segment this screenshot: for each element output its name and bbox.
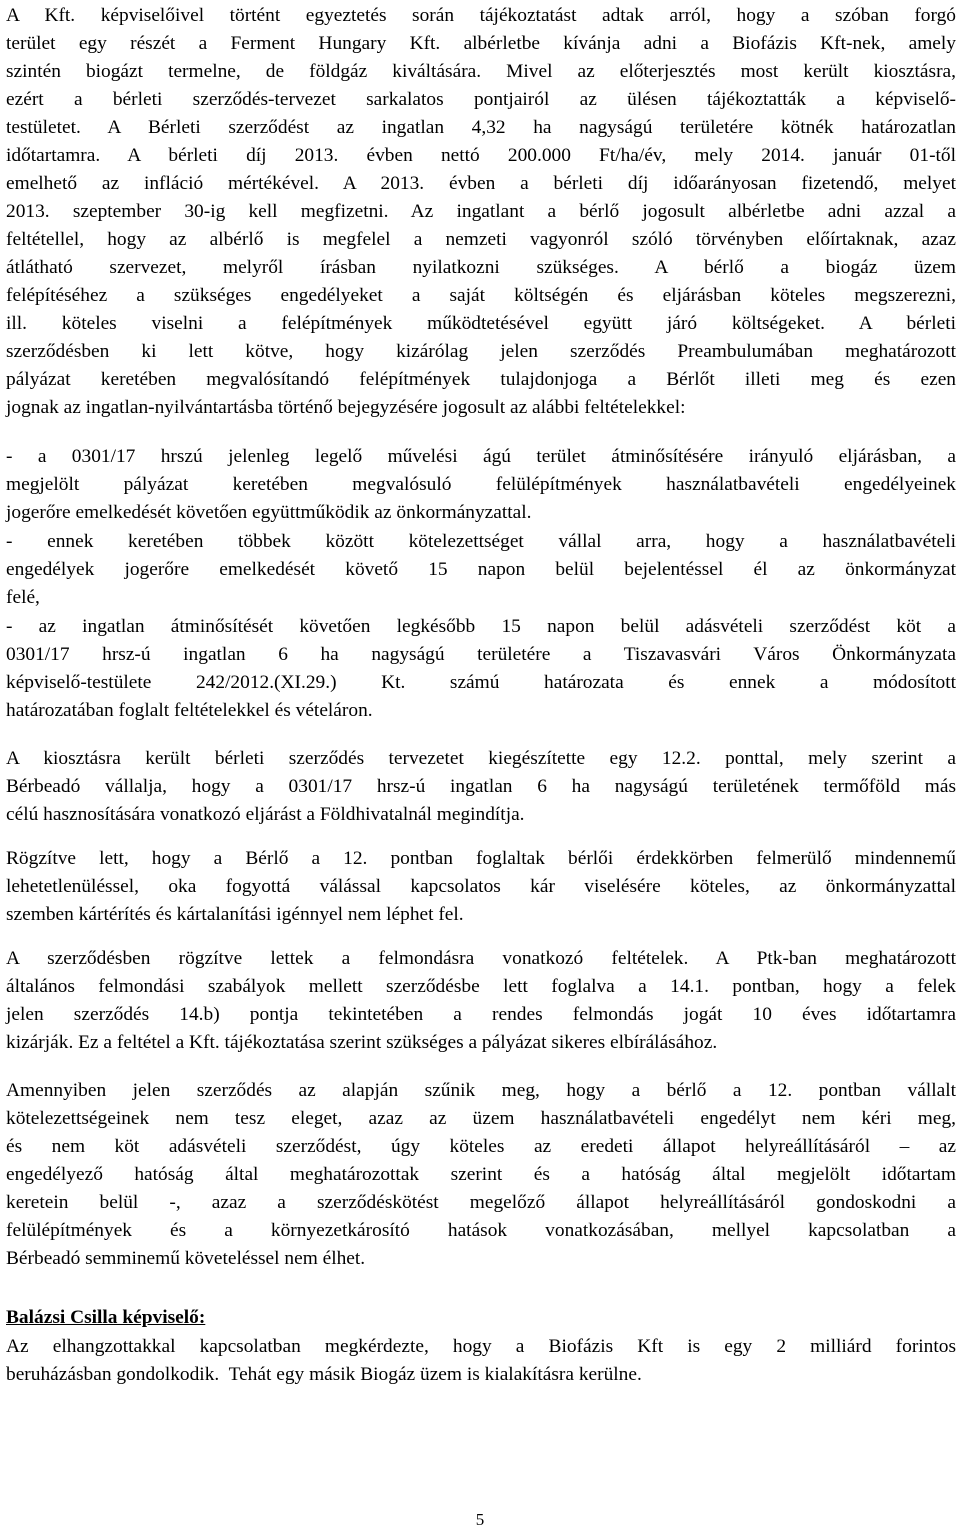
text-line: időtartamra. A bérleti díj 2013. évben nettó 200.000 Ft/ha/év, mely 2014. január 01-től [6, 145, 956, 166]
speaker-heading: Balázsi Csilla képviselő: [6, 1307, 206, 1328]
text-line: határozatában foglalt feltételekkel és vételáron. [6, 700, 373, 721]
text-line: - az ingatlan átminősítését követően legkésőbb 15 napon belül adásvételi szerződést köt a [6, 616, 956, 637]
text-line: Bérbeadó semminemű követeléssel nem élhet. [6, 1248, 366, 1269]
text-line: kötelezettségeinek nem tesz eleget, azaz az üzem használatbavételi engedélyt nem kéri meg, [6, 1108, 956, 1129]
text-line: szintén biogázt termelne, de földgáz kiváltására. Mivel az előterjesztés most került kiosztásra, [6, 61, 956, 82]
text-line: 2013. szeptember 30-ig kell megfizetni. Az ingatlant a bérlő jogosult albérletbe adni azzal a [6, 201, 956, 222]
text-line: képviselő-testülete 242/2012.(XI.29.) Kt. számú határozata és ennek a módosított [6, 672, 956, 693]
text-line: A szerződésben rögzítve lettek a felmondásra vonatkozó feltételek. A Ptk-ban meghatározott [6, 948, 956, 969]
text-line: felé, [6, 587, 40, 608]
text-line: emelhető az infláció mértékével. A 2013. évben a bérleti díj időarányosan fizetendő, melyet [6, 173, 956, 194]
text-line: testületet. A Bérleti szerződést az ingatlan 4,32 ha nagyságú területére kötnék határozatlan [6, 117, 956, 138]
text-line: beruházásban gondolkodik. Tehát egy másik Biogáz üzem is kialakításra kerülne. [6, 1364, 642, 1385]
text-line: engedélyek jogerőre emelkedését követő 15 napon belül bejelentéssel él az önkormányzat [6, 559, 956, 580]
page-number: 5 [475, 1510, 485, 1529]
text-line: - a 0301/17 hrszú jelenleg legelő művelési ágú terület átminősítésére irányuló eljárásban, a [6, 446, 956, 467]
text-line: 0301/17 hrsz-ú ingatlan 6 ha nagyságú területére a Tiszavasvári Város Önkormányzata [6, 644, 956, 665]
text-line: célú hasznosítására vonatkozó eljárást a Földhivatalnál megindítja. [6, 804, 525, 825]
text-line: átlátható szervezet, melyről írásban nyilatkozni szükséges. A bérlő a biogáz üzem [6, 257, 956, 278]
text-line: általános felmondási szabályok mellett szerződésbe lett foglalva a 14.1. pontban, hogy a felek [6, 976, 956, 997]
text-line: szemben kártérítés és kártalanítási igénnyel nem léphet fel. [6, 904, 464, 925]
text-line: Rögzítve lett, hogy a Bérlő a 12. pontban foglaltak bérlői érdekkörben felmerülő mindennemű [6, 848, 956, 869]
text-line: Amennyiben jelen szerződés az alapján szűnik meg, hogy a bérlő a 12. pontban vállalt [6, 1080, 956, 1101]
text-line: terület egy részét a Ferment Hungary Kft. albérletbe kívánja adni a Biofázis Kft-nek, amely [6, 33, 956, 54]
text-line: jognak az ingatlan-nyilvántartásba történő bejegyzésére jogosult az alábbi feltételekkel: [6, 397, 686, 418]
text-line: kizárják. Ez a feltétel a Kft. tájékoztatása szerint szükséges a pályázat sikeres elbírálásához. [6, 1032, 718, 1053]
text-line: - ennek keretében többek között kötelezettséget vállal arra, hogy a használatbavételi [6, 531, 956, 552]
text-line: pályázat keretében megvalósítandó felépítmények tulajdonjoga a Bérlőt illeti meg és ezen [6, 369, 956, 390]
text-line: A kiosztásra került bérleti szerződés tervezetet kiegészítette egy 12.2. ponttal, mely szerint a [6, 748, 956, 769]
text-line: felépítéséhez a szükséges engedélyeket a saját költségén és eljárásban köteles megszerezni, [6, 285, 956, 306]
text-line: felülépítmények és a környezetkárosító hatások vonatkozásában, mellyel kapcsolatban a [6, 1220, 956, 1241]
text-line: keretein belül -, azaz a szerződéskötést megelőző állapot helyreállításáról gondoskodni a [6, 1192, 956, 1213]
text-line: jogerőre emelkedését követően együttműködik az önkormányzattal. [6, 502, 532, 523]
text-line: és nem köt adásvételi szerződést, úgy köteles az eredeti állapot helyreállításáról – az [6, 1136, 956, 1157]
text-line: ezért a bérleti szerződés-tervezet sarkalatos pontjairól az ülésen tájékoztatták a képviselő- [6, 89, 956, 110]
text-line: A Kft. képviselőivel történt egyeztetés során tájékoztatást adtak arról, hogy a szóban forgó [6, 5, 956, 26]
text-line: Az elhangzottakkal kapcsolatban megkérdezte, hogy a Biofázis Kft is egy 2 milliárd forintos [6, 1336, 956, 1357]
text-line: megjelölt pályázat keretében megvalósuló felülépítmények használatbavételi engedélyeinek [6, 474, 956, 495]
text-line: lehetetlenüléssel, oka fogyottá válással kapcsolatos kár viselésére köteles, az önkormányzattal [6, 876, 956, 897]
text-line: feltétellel, hogy az albérlő is megfelel a nemzeti vagyonról szóló törvényben előírtaknak, azaz [6, 229, 956, 250]
text-line: ill. köteles viselni a felépítmények működtetésével együtt járó költségeket. A bérleti [6, 313, 956, 334]
text-line: engedélyező hatóság által meghatározottak szerint és a hatóság által megjelölt időtartam [6, 1164, 956, 1185]
text-line: Bérbeadó vállalja, hogy a 0301/17 hrsz-ú ingatlan 6 ha nagyságú területének termőföld más [6, 776, 956, 797]
text-line: szerződésben ki lett kötve, hogy kizárólag jelen szerződés Preambulumában meghatározott [6, 341, 956, 362]
text-line: jelen szerződés 14.b) pontja tekintetében a rendes felmondás jogát 10 éves időtartamra [6, 1004, 956, 1025]
